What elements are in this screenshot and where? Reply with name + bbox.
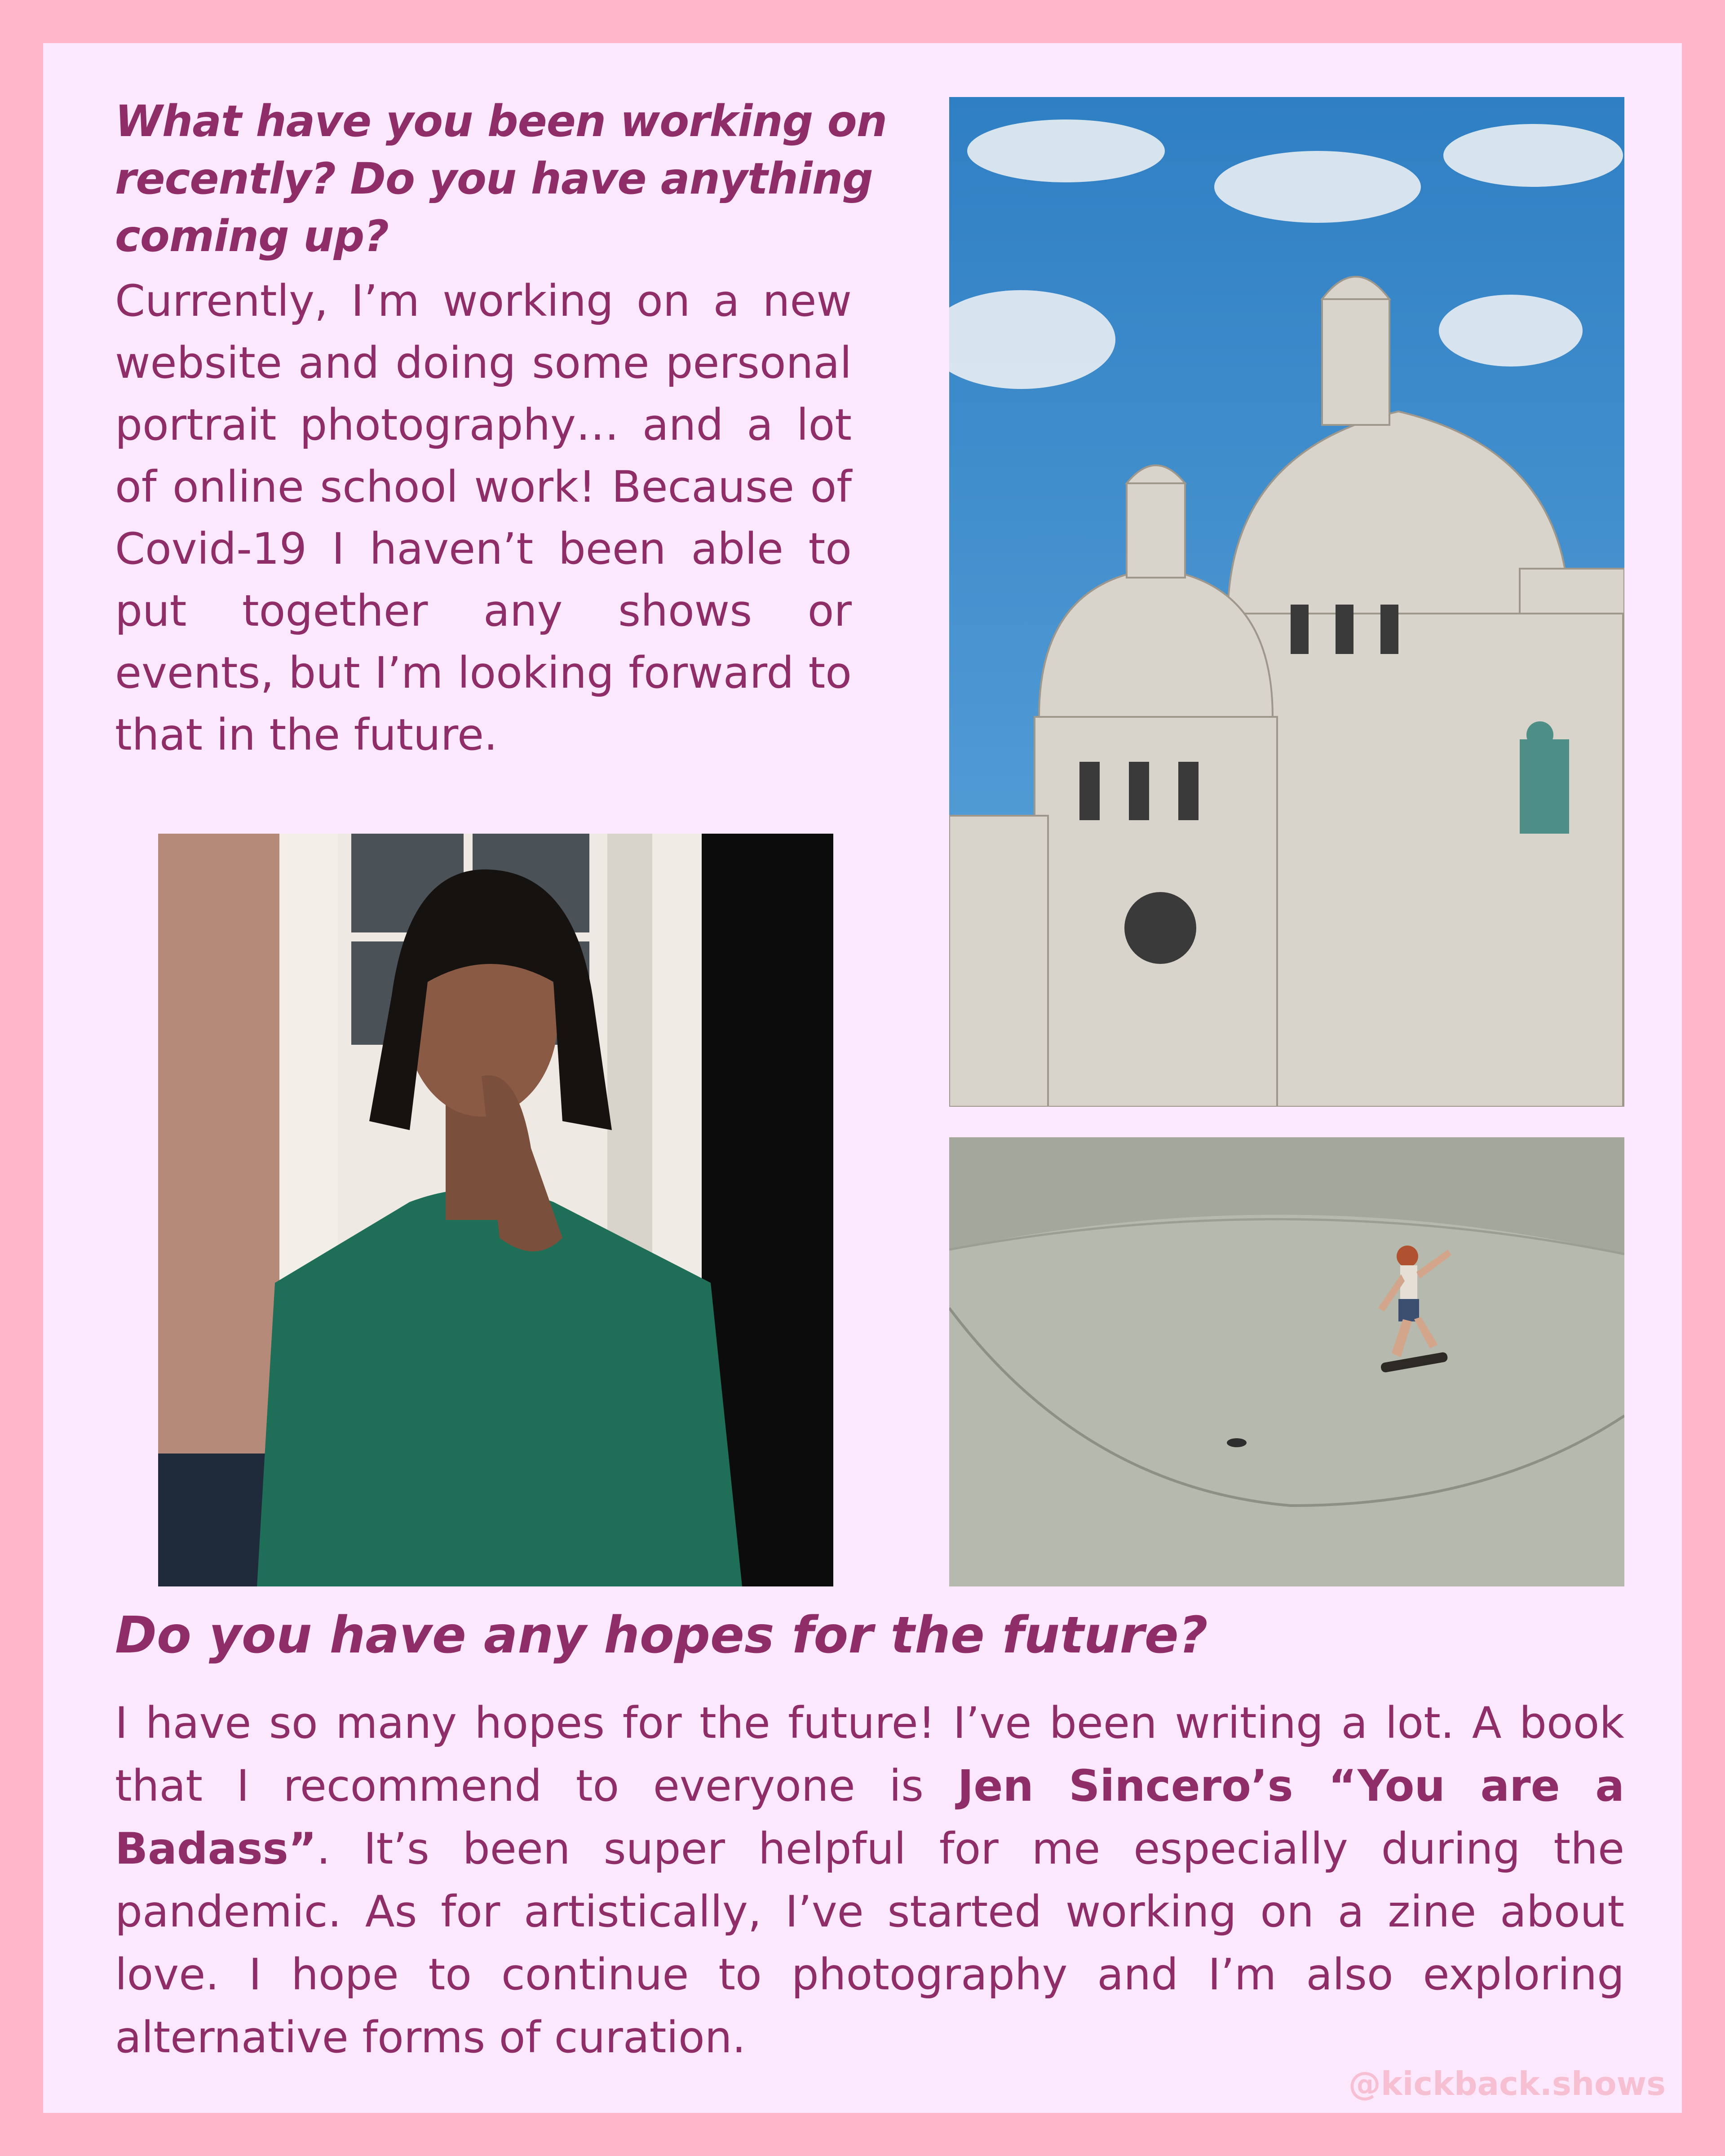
social-handle: @kickback.shows (1348, 2065, 1666, 2103)
answer-future-hopes (115, 1692, 1624, 2069)
question-heading-future-hopes: Do you have any hopes for the future? (115, 1606, 1208, 1665)
answer-recent-work: Currently, I’m working on a new website and doing some personal portrait photography… and a lot of online school work! Because of Covid-19 I haven’t been able to put together any shows or events, but I’m looking forward to that in the future. (115, 276, 852, 760)
question-heading-recent-work: What have you been working on recently? Do you have anything coming up? (115, 96, 887, 261)
answer-future-hopes-part1: I have so many hopes for the future! I’ve been writing a lot. A book that I recommend to everyone is (115, 1698, 1624, 1811)
answer-future-hopes-part2: . It’s been super helpful for me especially during the pandemic. As for artistically, I’ve started working on a zine about love. I hope to continue to photography and I’m also exploring alternative forms of curation. (115, 1824, 1624, 2063)
book-reference: Jen Sincero’s “You are a Badass” (115, 1761, 1625, 1874)
zine-page (43, 43, 1682, 2113)
cathedral-photo (949, 97, 1624, 1107)
skater-photo (949, 1137, 1624, 1586)
portrait-photo (158, 834, 833, 1586)
